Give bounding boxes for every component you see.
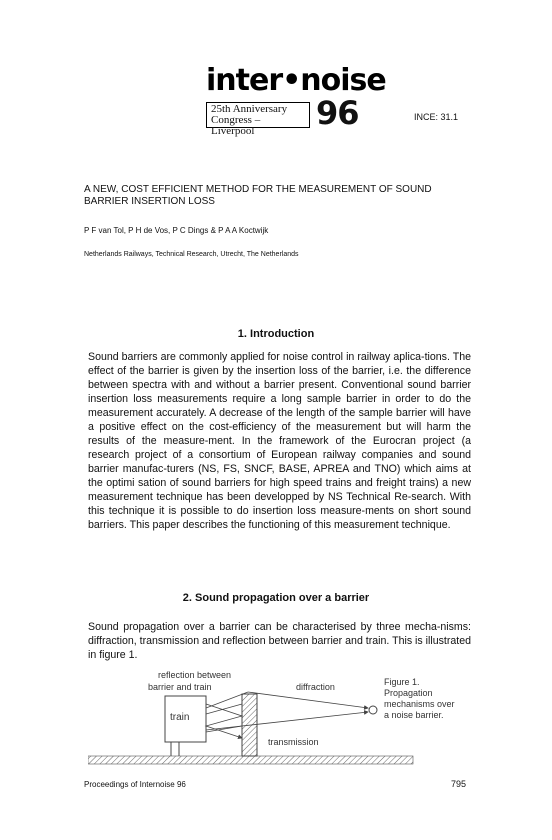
figure-caption-4: a noise barrier. (384, 710, 444, 720)
conference-logo-year: 96 (316, 94, 359, 132)
diffraction-ray-out (248, 692, 368, 708)
paper-affiliation: Netherlands Railways, Technical Research, Utrecht, The Netherlands (84, 251, 299, 258)
section-1-heading: 1. Introduction (237, 328, 315, 340)
paper-title-line1: A NEW, COST EFFICIENT METHOD FOR THE MEASUREMENT OF SOUND (84, 184, 432, 195)
logo-box-line1: 25th Anniversary (211, 103, 288, 115)
section-1-paragraph: Sound barriers are commonly applied for noise control in railway aplica-tions. The effect of the barrier is given by the insertion loss of the barrier, i.e. the difference between spectra with and without a barrier present. Conventional sound barrier insertion loss measurements require a long sample barrier in order to do the measurement accurately. A decrease of the length of the sample barrier will have a positive effect on the cost-efficiency of the measurement but will harm the results of the measure-ment. In the framework of the Eurocran project (a research project of a consortium of European railway companies and sound barrier manufac-turers (NS, FS, SNCF, BASE, APREA and TNO) which aims at the optimi sation of sound barriers for high speed trains and freight trains) a new measurement technique has been developped by NS Technical Re-search. With this technique it is possible to do insertion loss measure-ments on short sound barriers. This paper describes the functioning of this measurement technique. (88, 351, 471, 531)
figure-caption-1: Figure 1. (384, 677, 420, 687)
ground-hatch (88, 756, 413, 764)
section-2-paragraph: Sound propagation over a barrier can be characterised by three mecha-nisms: diffraction, transmission and reflection between barrier and train. This is illustrated in figure 1. (88, 621, 471, 661)
label-diffraction: diffraction (296, 682, 335, 692)
paper-authors: P F van Tol, P H de Vos, P C Dings & P A A Koctwijk (84, 226, 269, 235)
paper-title (84, 184, 484, 208)
label-reflection-1: reflection between (158, 670, 232, 680)
microphone-icon (369, 706, 377, 714)
figure-caption-3: mechanisms over (384, 699, 455, 709)
figure-caption-2: Propagation (384, 688, 433, 698)
page-number: 795 (451, 779, 467, 789)
paper-title-line2: BARRIER INSERTION LOSS (84, 196, 215, 207)
transmission-ray (206, 712, 368, 730)
conference-logo-text: inter•noise (206, 63, 386, 98)
footer-proceedings: Proceedings of Internoise 96 (84, 780, 186, 789)
figure-propagation-diagram (88, 668, 468, 768)
label-transmission: transmission (268, 737, 319, 747)
ince-reference: INCE: 31.1 (414, 112, 459, 122)
logo-box-line2: Congress – Liverpool (211, 114, 261, 137)
label-reflection-2: barrier and train (148, 682, 212, 692)
section-2-heading: 2. Sound propagation over a barrier (182, 592, 370, 604)
label-train: train (170, 712, 190, 723)
conference-logo-box (206, 102, 310, 137)
